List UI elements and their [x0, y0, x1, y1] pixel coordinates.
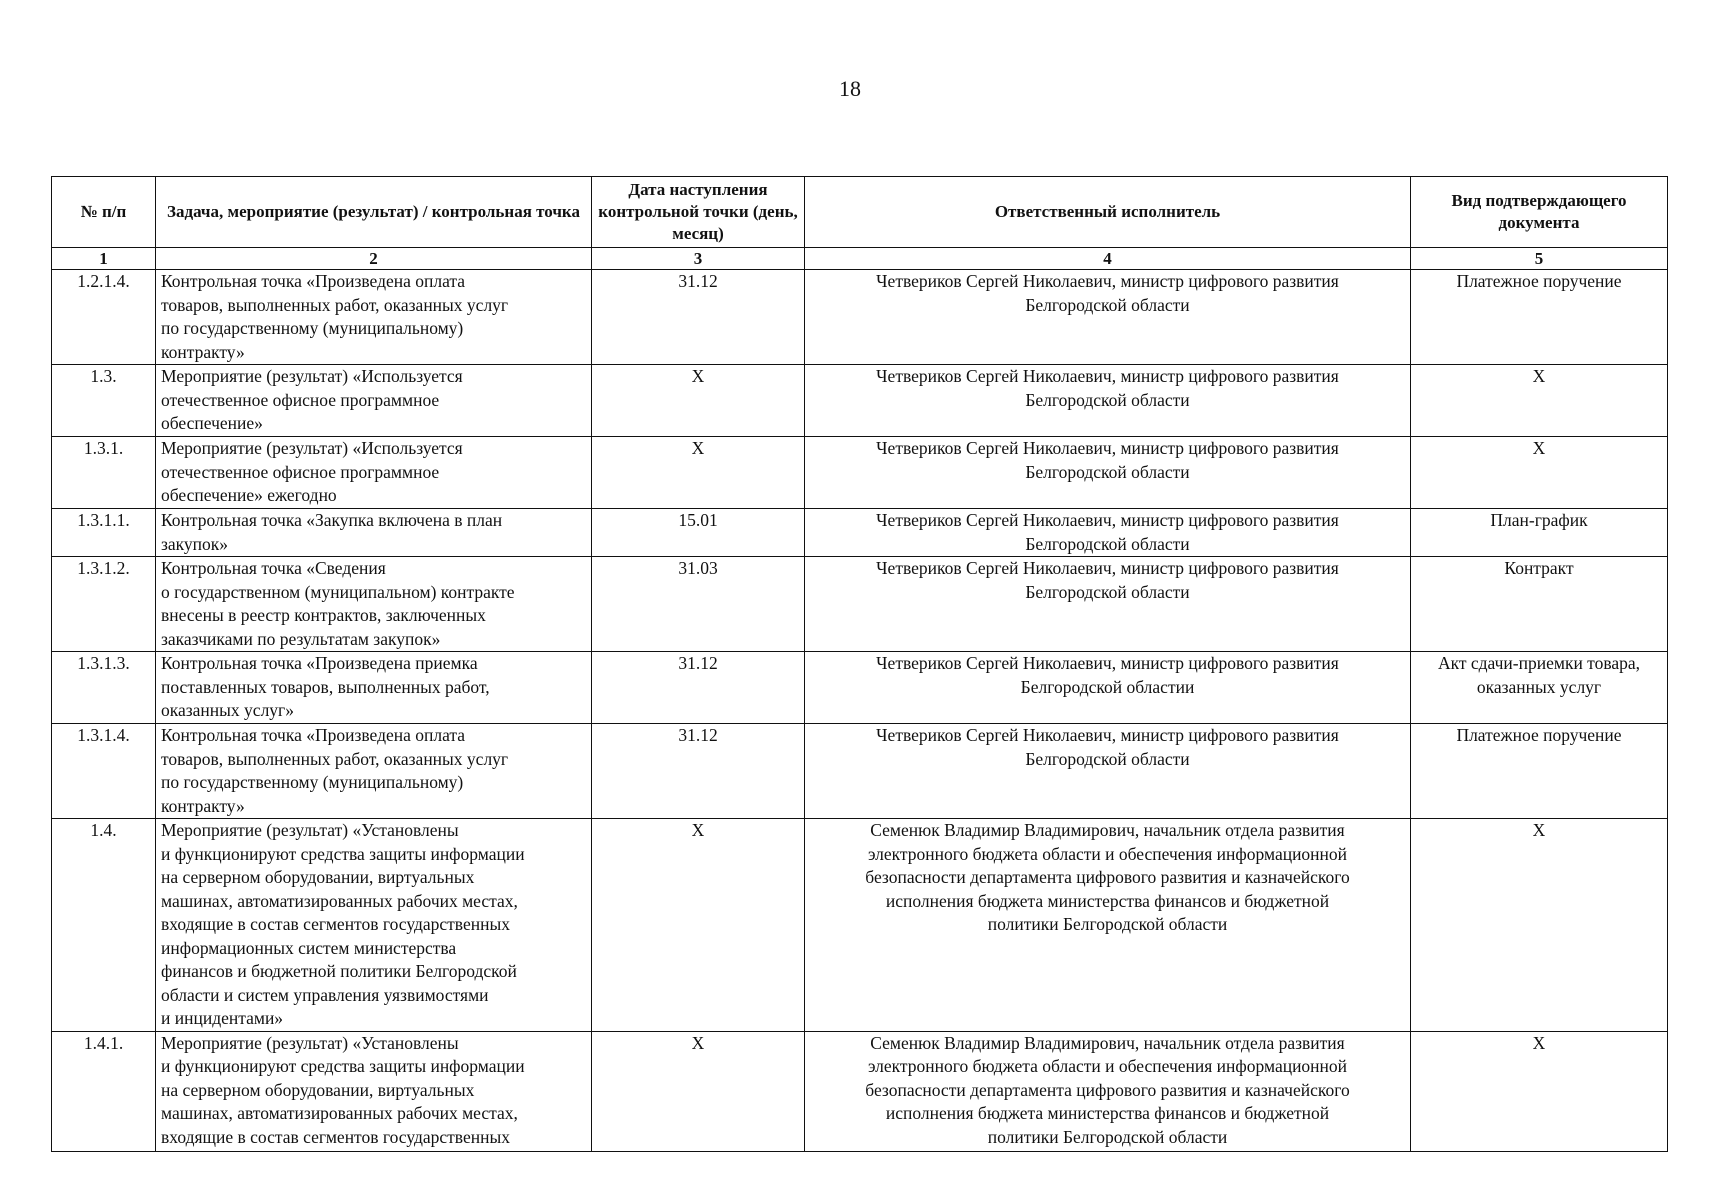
table-row — [52, 724, 1668, 819]
row-number: 1.3.1.1. — [52, 509, 156, 557]
header-document: Вид подтверждающего документа — [1411, 177, 1668, 248]
row-task: Мероприятие (результат) «Установлены и функционируют средства защиты информации на серверном оборудовании, виртуальных машинах, автоматизированных рабочих местах, входящие в состав сегментов государственных информационных систем министерства финансов и бюджетной политики Белгородской области и систем управления уязвимостями и инцидентами» — [156, 819, 592, 1032]
row-date: Х — [592, 1031, 805, 1151]
row-document: Платежное поручение — [1411, 724, 1668, 819]
row-number: 1.3.1. — [52, 437, 156, 509]
row-number: 1.3. — [52, 365, 156, 437]
column-number: 5 — [1411, 248, 1668, 270]
row-number: 1.2.1.4. — [52, 270, 156, 365]
column-number: 1 — [52, 248, 156, 270]
row-document: Х — [1411, 437, 1668, 509]
row-task: Контрольная точка «Произведена оплата товаров, выполненных работ, оказанных услуг по государственному (муниципальному) контракту» — [156, 270, 592, 365]
row-responsible: Семенюк Владимир Владимирович, начальник отдела развития электронного бюджета области и обеспечения информационной безопасности департамента цифрового развития и казначейского исполнения бюджета министерства финансов и бюджетной политики Белгородской области — [805, 819, 1411, 1032]
row-task: Контрольная точка «Произведена приемка поставленных товаров, выполненных работ, оказанных услуг» — [156, 652, 592, 724]
column-numbers-row — [52, 248, 1668, 270]
row-date: Х — [592, 819, 805, 1032]
row-number: 1.4.1. — [52, 1031, 156, 1151]
control-points-table — [51, 176, 1668, 1152]
row-task: Контрольная точка «Сведения о государственном (муниципальном) контракте внесены в реестр контрактов, заключенных заказчиками по результатам закупок» — [156, 557, 592, 652]
table-row — [52, 437, 1668, 509]
row-responsible: Четвериков Сергей Николаевич, министр цифрового развития Белгородской области — [805, 724, 1411, 819]
column-number: 2 — [156, 248, 592, 270]
row-task: Мероприятие (результат) «Используется отечественное офисное программное обеспечение» ежегодно — [156, 437, 592, 509]
row-responsible: Четвериков Сергей Николаевич, министр цифрового развития Белгородской области — [805, 557, 1411, 652]
row-document: Х — [1411, 365, 1668, 437]
table-row — [52, 557, 1668, 652]
row-responsible: Четвериков Сергей Николаевич, министр цифрового развития Белгородской области — [805, 437, 1411, 509]
table-row — [52, 1031, 1668, 1151]
row-date: 31.03 — [592, 557, 805, 652]
row-date: 31.12 — [592, 270, 805, 365]
header-number: № п/п — [52, 177, 156, 248]
table-row — [52, 819, 1668, 1032]
row-task: Контрольная точка «Закупка включена в план закупок» — [156, 509, 592, 557]
row-responsible: Семенюк Владимир Владимирович, начальник отдела развития электронного бюджета области и обеспечения информационной безопасности департамента цифрового развития и казначейского исполнения бюджета министерства финансов и бюджетной политики Белгородской области — [805, 1031, 1411, 1151]
row-document: Х — [1411, 1031, 1668, 1151]
row-date: Х — [592, 437, 805, 509]
header-responsible: Ответственный исполнитель — [805, 177, 1411, 248]
row-document: Х — [1411, 819, 1668, 1032]
row-number: 1.3.1.2. — [52, 557, 156, 652]
row-document: Акт сдачи-приемки товара, оказанных услуг — [1411, 652, 1668, 724]
row-task: Контрольная точка «Произведена оплата товаров, выполненных работ, оказанных услуг по государственному (муниципальному) контракту» — [156, 724, 592, 819]
row-responsible: Четвериков Сергей Николаевич, министр цифрового развития Белгородской области — [805, 365, 1411, 437]
table-row — [52, 270, 1668, 365]
row-date: 15.01 — [592, 509, 805, 557]
table-row — [52, 509, 1668, 557]
row-date: 31.12 — [592, 724, 805, 819]
row-task: Мероприятие (результат) «Используется отечественное офисное программное обеспечение» — [156, 365, 592, 437]
row-number: 1.4. — [52, 819, 156, 1032]
row-number: 1.3.1.4. — [52, 724, 156, 819]
table-row — [52, 652, 1668, 724]
row-responsible: Четвериков Сергей Николаевич, министр цифрового развития Белгородской областии — [805, 652, 1411, 724]
row-date: Х — [592, 365, 805, 437]
header-task: Задача, мероприятие (результат) / контрольная точка — [156, 177, 592, 248]
column-number: 3 — [592, 248, 805, 270]
row-date: 31.12 — [592, 652, 805, 724]
row-document: Контракт — [1411, 557, 1668, 652]
row-responsible: Четвериков Сергей Николаевич, министр цифрового развития Белгородской области — [805, 270, 1411, 365]
row-responsible: Четвериков Сергей Николаевич, министр цифрового развития Белгородской области — [805, 509, 1411, 557]
row-number: 1.3.1.3. — [52, 652, 156, 724]
row-document: План-график — [1411, 509, 1668, 557]
header-date: Дата наступления контрольной точки (день, месяц) — [592, 177, 805, 248]
row-document: Платежное поручение — [1411, 270, 1668, 365]
row-task: Мероприятие (результат) «Установлены и функционируют средства защиты информации на серверном оборудовании, виртуальных машинах, автоматизированных рабочих местах, входящие в состав сегментов государственных — [156, 1031, 592, 1151]
page-number: 18 — [839, 76, 861, 101]
table-header-row — [52, 177, 1668, 248]
column-number: 4 — [805, 248, 1411, 270]
table-row — [52, 365, 1668, 437]
